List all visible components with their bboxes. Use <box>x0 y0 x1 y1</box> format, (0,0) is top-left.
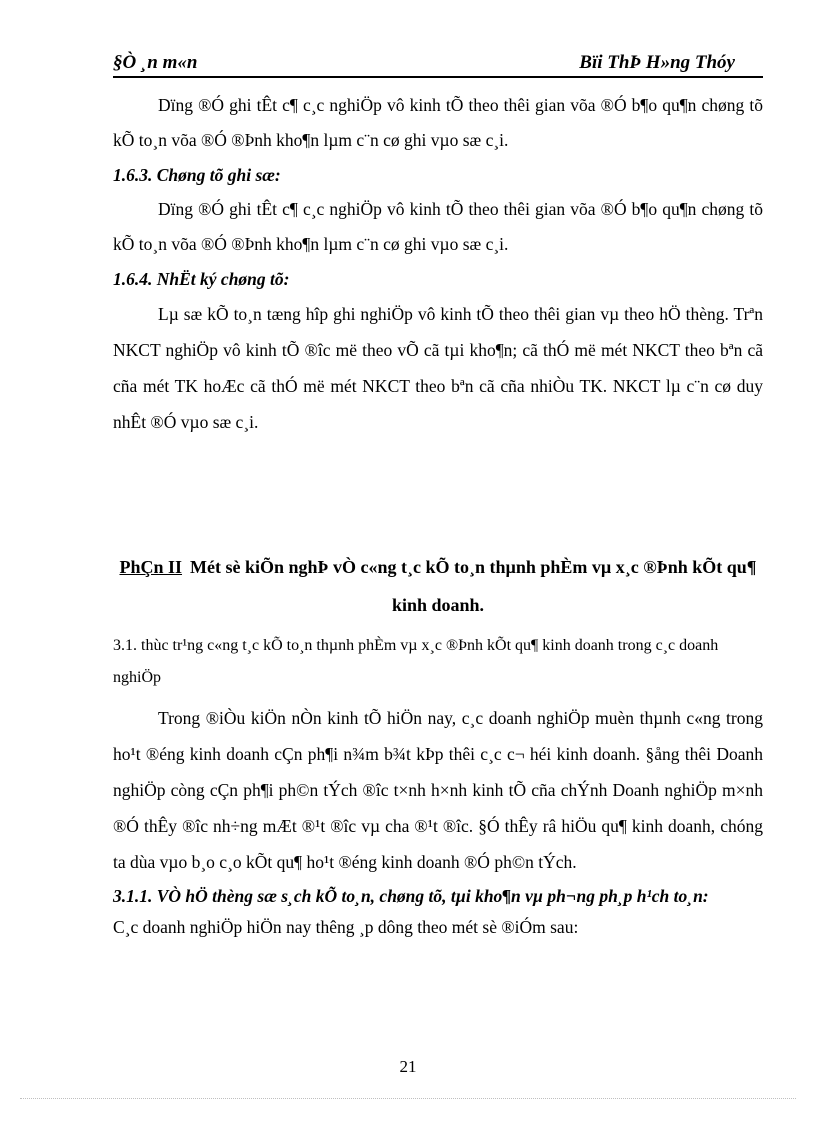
heading-1-6-3: 1.6.3. Chøng tõ ghi sæ: <box>113 165 281 185</box>
paragraph-2: Dïng ®Ó ghi tÊt c¶ c¸c nghiÖp vô kinh tÕ theo thêi gian võa ®Ó b¶o qu¶n chøng tõ kÕ to¸n võa ®Ó ®Þnh kho¶n lµm c¨n cø ghi vµo sæ c¸i. <box>113 199 763 254</box>
page-header <box>113 50 763 78</box>
paragraph-5: C¸c doanh nghiÖp hiÖn nay thêng ¸p dông theo mét sè ®iÓm sau: <box>113 917 579 937</box>
paragraph-4: Trong ®iÒu kiÖn nÒn kinh tÕ hiÖn nay, c¸c doanh nghiÖp muèn thµnh c«ng trong ho¹t ®éng kinh doanh cÇn ph¶i n¾m b¾t kÞp thêi c¸c c¬ héi kinh doanh. §ång thêi Doanh nghiÖp còng cÇn ph¶i ph©n tÝch ®îc t×nh h×nh kinh tÕ cña chÝnh Doanh nghiÖp m×nh ®Ó thÊy ®îc nh÷ng mÆt ®¹t ®îc vµ cha ®¹t ®îc. §Ó thÊy râ hiÖu qu¶ kinh doanh, chóng ta dùa vµo b¸o c¸o kÕt qu¶ ho¹t ®éng kinh doanh ®Ó ph©n tÝch. <box>113 708 763 872</box>
page-number: 21 <box>399 1057 417 1076</box>
header-rule <box>113 76 763 78</box>
page-bottom-divider <box>20 1098 796 1099</box>
heading-1-6-4: 1.6.4. NhËt ký chøng tõ: <box>113 269 290 289</box>
part-title: Mét sè kiÕn nghÞ vÒ c«ng t¸c kÕ to¸n thµnh phÈm vµ x¸c ®Þnh kÕt qu¶ kinh doanh. <box>190 557 757 615</box>
section-3-1-heading: 3.1. thùc tr¹ng c«ng t¸c kÕ to¸n thµnh phÈm vµ x¸c ®Þnh kÕt qu¶ kinh doanh trong c¸c doanh nghiÖp <box>113 637 719 686</box>
header-author: Bïi ThÞ H»ng Thóy <box>579 52 735 73</box>
page-body <box>113 88 763 942</box>
part-label: PhÇn II <box>119 557 183 577</box>
section-3-1-1-heading: 3.1.1. VÒ hÖ thèng sæ s¸ch kÕ to¸n, chøng tõ, tµi kho¶n vµ ph¬ng ph¸p h¹ch to¸n: <box>113 886 709 906</box>
paragraph-3: Lµ sæ kÕ to¸n tæng hîp ghi nghiÖp vô kinh tÕ theo thêi gian vµ theo hÖ thèng. Trªn NKCT nghiÖp vô kinh tÕ ®îc më theo vÕ cã tµi kho¶n; cã thÓ më mét NKCT theo bªn cã cña mét TK hoÆc cã thÓ më mét NKCT theo bªn cã cña nhiÒu TK. NKCT lµ c¨n cø duy nhÊt ®Ó vµo sæ c¸i. <box>113 304 763 432</box>
header-title-left: §Ò ¸n m«n <box>113 52 198 73</box>
paragraph-1: Dïng ®Ó ghi tÊt c¶ c¸c nghiÖp vô kinh tÕ theo thêi gian võa ®Ó b¶o qu¶n chøng tõ kÕ to¸n võa ®Ó ®Þnh kho¶n lµm c¨n cø ghi vµo sæ c¸i. <box>113 95 763 150</box>
part-heading <box>113 548 763 624</box>
